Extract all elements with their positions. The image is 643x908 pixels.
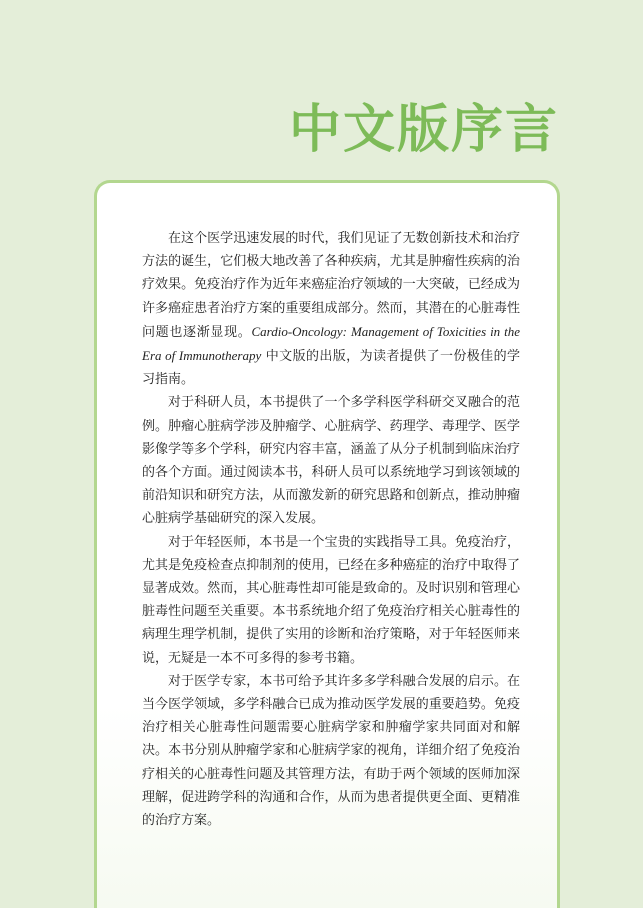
preface-paragraph-1 xyxy=(142,227,520,391)
paragraph-1-text-b: 中文版的出版，为读者提供了一份极佳的学习指南。 xyxy=(142,349,520,388)
preface-paragraph-2 xyxy=(142,391,520,530)
paragraph-1-text-a: 在这个医学迅速发展的时代，我们见证了无数创新技术和治疗方法的诞生，它们极大地改善了各种疾病，尤其是肿瘤性疾病的治疗效果。免疫治疗作为近年来癌症治疗领域的一大突破，已经成为许多癌症患者治疗方案的重要组成部分。然而，其潜在的心脏毒性问题也逐渐显现。 xyxy=(142,231,520,340)
paragraph-4-text: 对于医学专家，本书可给予其许多多学科融合发展的启示。在当今医学领域，多学科融合已成为推动医学发展的重要趋势。免疫治疗相关心脏毒性问题需要心脏病学家和肿瘤学家共同面对和解决。本书分别从肿瘤学家和心脏病学家的视角，详细介绍了免疫治疗相关的心脏毒性问题及其管理方法，有助于两个领域的医师加深理解，促进跨学科的沟通和合作，从而为患者提供更全面、更精准的治疗方案。 xyxy=(142,673,520,829)
preface-paragraph-3 xyxy=(142,531,520,670)
page-title: 中文版序言 xyxy=(288,100,559,160)
paragraph-2-text: 对于科研人员，本书提供了一个多学科医学科研交叉融合的范例。肿瘤心脏病学涉及肿瘤学、心脏病学、药理学、毒理学、医学影像学等多个学科，研究内容丰富，涵盖了从分子机制到临床治疗的各个方面。通过阅读本书，科研人员可以系统地学习到该领域的前沿知识和研究方法，从而激发新的研究思路和创新点，推动肿瘤心脏病学基础研究的深入发展。 xyxy=(142,395,520,527)
preface-body xyxy=(142,227,520,832)
preface-paragraph-4 xyxy=(142,670,520,832)
content-card xyxy=(94,180,560,908)
paragraph-3-text: 对于年轻医师，本书是一个宝贵的实践指导工具。免疫治疗，尤其是免疫检查点抑制剂的使用，已经在多种癌症的治疗中取得了显著成效。然而，其心脏毒性却可能是致命的。及时识别和管理心脏毒性问题至关重要。本书系统地介绍了免疫治疗相关心脏毒性的病理生理学机制，提供了实用的诊断和治疗策略，对于年轻医师来说，无疑是一本不可多得的参考书籍。 xyxy=(142,534,520,666)
book-title-english: Cardio-Oncology: Management of Toxicities in the Era of Immunotherapy xyxy=(142,323,520,364)
